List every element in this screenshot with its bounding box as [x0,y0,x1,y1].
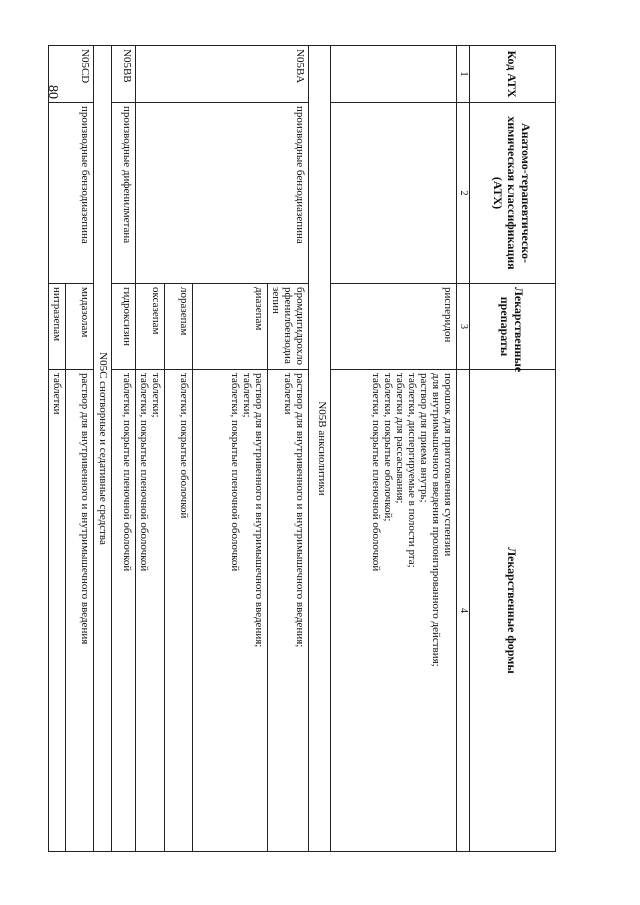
forms-cell: раствор для внутривенного и внутримышечного введения; таблетки [268,370,309,852]
table-row [268,46,309,852]
group-row [94,46,112,852]
forms-cell: таблетки, покрытые оболочкой [165,370,193,852]
column-number: 2 [457,103,470,284]
drug-table [48,45,556,852]
drug-cell: лоразепам [165,284,193,370]
drug-cell: диазепам [193,284,268,370]
column-numbers-row [457,46,470,852]
forms-cell: таблетки [49,370,66,852]
code-cell: N05BA [136,46,309,103]
forms-cell: порошок для приготовления суспензии для внутримышечного введения пролонгированного действия; раствор для приема внутрь; таблетки, диспергируемые в полости рта; таблетки для рассасывания; таблетки, покрытые оболочкой; таблетки, покрытые пленочной оболочкой [331,370,457,852]
header-drugs: Лекарственные препараты [470,284,556,370]
code-cell [331,46,457,103]
forms-cell: раствор для внутривенного и внутримышечного введения [66,370,94,852]
table-row [331,46,457,852]
header-row [470,46,556,852]
group-heading-n05b: N05B анксиолитики [309,46,331,852]
class-cell: производные бензодиазепина [49,103,94,284]
forms-cell: раствор для внутривенного и внутримышечного введения; таблетки; таблетки, покрытые пленочной оболочкой [193,370,268,852]
header-forms: Лекарственные формы [470,370,556,852]
class-cell: производные бензодиазепина [136,103,309,284]
forms-cell: таблетки; таблетки, покрытые пленочной оболочкой [136,370,165,852]
class-cell [331,103,457,284]
code-cell: N05BB [112,46,136,103]
class-cell: производные дифенилметана [112,103,136,284]
drug-cell: гидроксизин [112,284,136,370]
group-row [309,46,331,852]
header-classification: Анатомо-терапевтическо-химическая классификация (АТХ) [470,103,556,284]
table-row [66,46,94,852]
column-number: 3 [457,284,470,370]
group-heading-n05c: N05C снотворные и седативные средства [94,46,112,852]
drug-cell: рисперидон [331,284,457,370]
table-row [112,46,136,852]
page-number: 80 [45,85,60,99]
column-number: 1 [457,46,470,103]
drug-cell: нитразепам [49,284,66,370]
drug-cell: оксазепам [136,284,165,370]
forms-cell: таблетки, покрытые пленочной оболочкой [112,370,136,852]
header-code: Код АТХ [470,46,556,103]
column-number: 4 [457,370,470,852]
drug-cell: мидазолам [66,284,94,370]
drug-cell: бромдигидрохлорфенилбензодиазепин [268,284,309,370]
code-cell: N05CD [49,46,94,103]
